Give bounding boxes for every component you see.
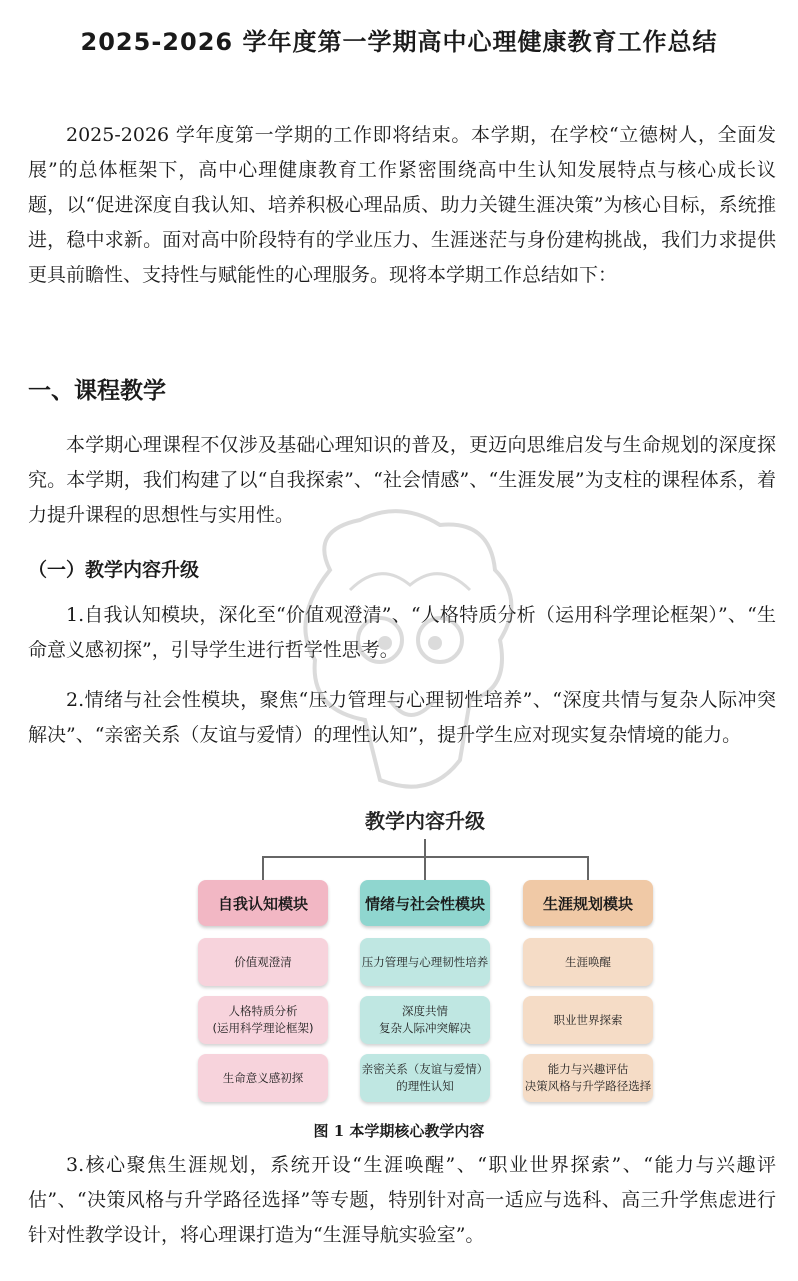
emotion-social-module-item: 压力管理与心理韧性培养 — [360, 938, 490, 986]
list-item-self-awareness: 1.自我认知模块，深化至“价值观澄清”、“人格特质分析（运用科学理论框架）”、“生命意义感初探”，引导学生进行哲学性思考。 — [28, 604, 776, 661]
subsection-heading-content: （一）教学内容升级 — [28, 559, 200, 581]
career-planning-module-item: 职业世界探索 — [523, 996, 653, 1044]
connector-line — [587, 856, 589, 880]
connector-line — [262, 856, 264, 880]
section-heading-course: 一、课程教学 — [28, 378, 166, 404]
list-item-career-planning: 3.核心聚焦生涯规划，系统开设“生涯唤醒”、“职业世界探索”、“能力与兴趣评估”、“决策风格与升学路径选择”等专题，特别针对高一适应与选科、高三升学焦虑进行针对性教学设计，将心理课打造为“生涯导航实验室”。 — [28, 1154, 776, 1246]
watermark-mascot-icon — [270, 500, 540, 820]
teaching-content-diagram — [190, 805, 660, 1125]
self-awareness-module-item: 生命意义感初探 — [198, 1054, 328, 1102]
self-awareness-module-item: 人格特质分析 (运用科学理论框架) — [198, 996, 328, 1044]
intro-paragraph: 2025-2026 学年度第一学期的工作即将结束。本学期，在学校“立德树人，全面发展”的总体框架下，高中心理健康教育工作紧密围绕高中生认知发展特点与核心成长议题，以“促进深度自我认知、培养积极心理品质、助力关键生涯决策”为核心目标，系统推进，稳中求新。面对高中阶段特有的学业压力、生涯迷茫与身份建构挑战，我们力求提供更具前瞻性、支持性与赋能性的心理服务。现将本学期工作总结如下： — [28, 124, 776, 286]
self-awareness-module-item: 价值观澄清 — [198, 938, 328, 986]
career-planning-module-item: 生涯唤醒 — [523, 938, 653, 986]
emotion-social-module-header: 情绪与社会性模块 — [360, 880, 490, 926]
list-item-emotion-social: 2.情绪与社会性模块，聚焦“压力管理与心理韧性培养”、“深度共情与复杂人际冲突解决”、“亲密关系（友谊与爱情）的理性认知”，提升学生应对现实复杂情境的能力。 — [28, 689, 776, 746]
connector-line — [424, 839, 426, 857]
career-planning-module-item: 能力与兴趣评估 决策风格与升学路径选择 — [523, 1054, 653, 1102]
document-title: 2025-2026 学年度第一学期高中心理健康教育工作总结 — [80, 28, 718, 56]
connector-line — [424, 856, 426, 880]
figure-caption: 图 1 本学期核心教学内容 — [313, 1122, 485, 1140]
course-intro-paragraph: 本学期心理课程不仅涉及基础心理知识的普及，更迈向思维启发与生命规划的深度探究。本学期，我们构建了以“自我探索”、“社会情感”、“生涯发展”为支柱的课程体系，着力提升课程的思想性与实用性。 — [28, 434, 776, 526]
emotion-social-module-item: 亲密关系（友谊与爱情） 的理性认知 — [360, 1054, 490, 1102]
diagram-title: 教学内容升级 — [365, 809, 485, 833]
self-awareness-module-header: 自我认知模块 — [198, 880, 328, 926]
career-planning-module-header: 生涯规划模块 — [523, 880, 653, 926]
emotion-social-module-item: 深度共情 复杂人际冲突解决 — [360, 996, 490, 1044]
